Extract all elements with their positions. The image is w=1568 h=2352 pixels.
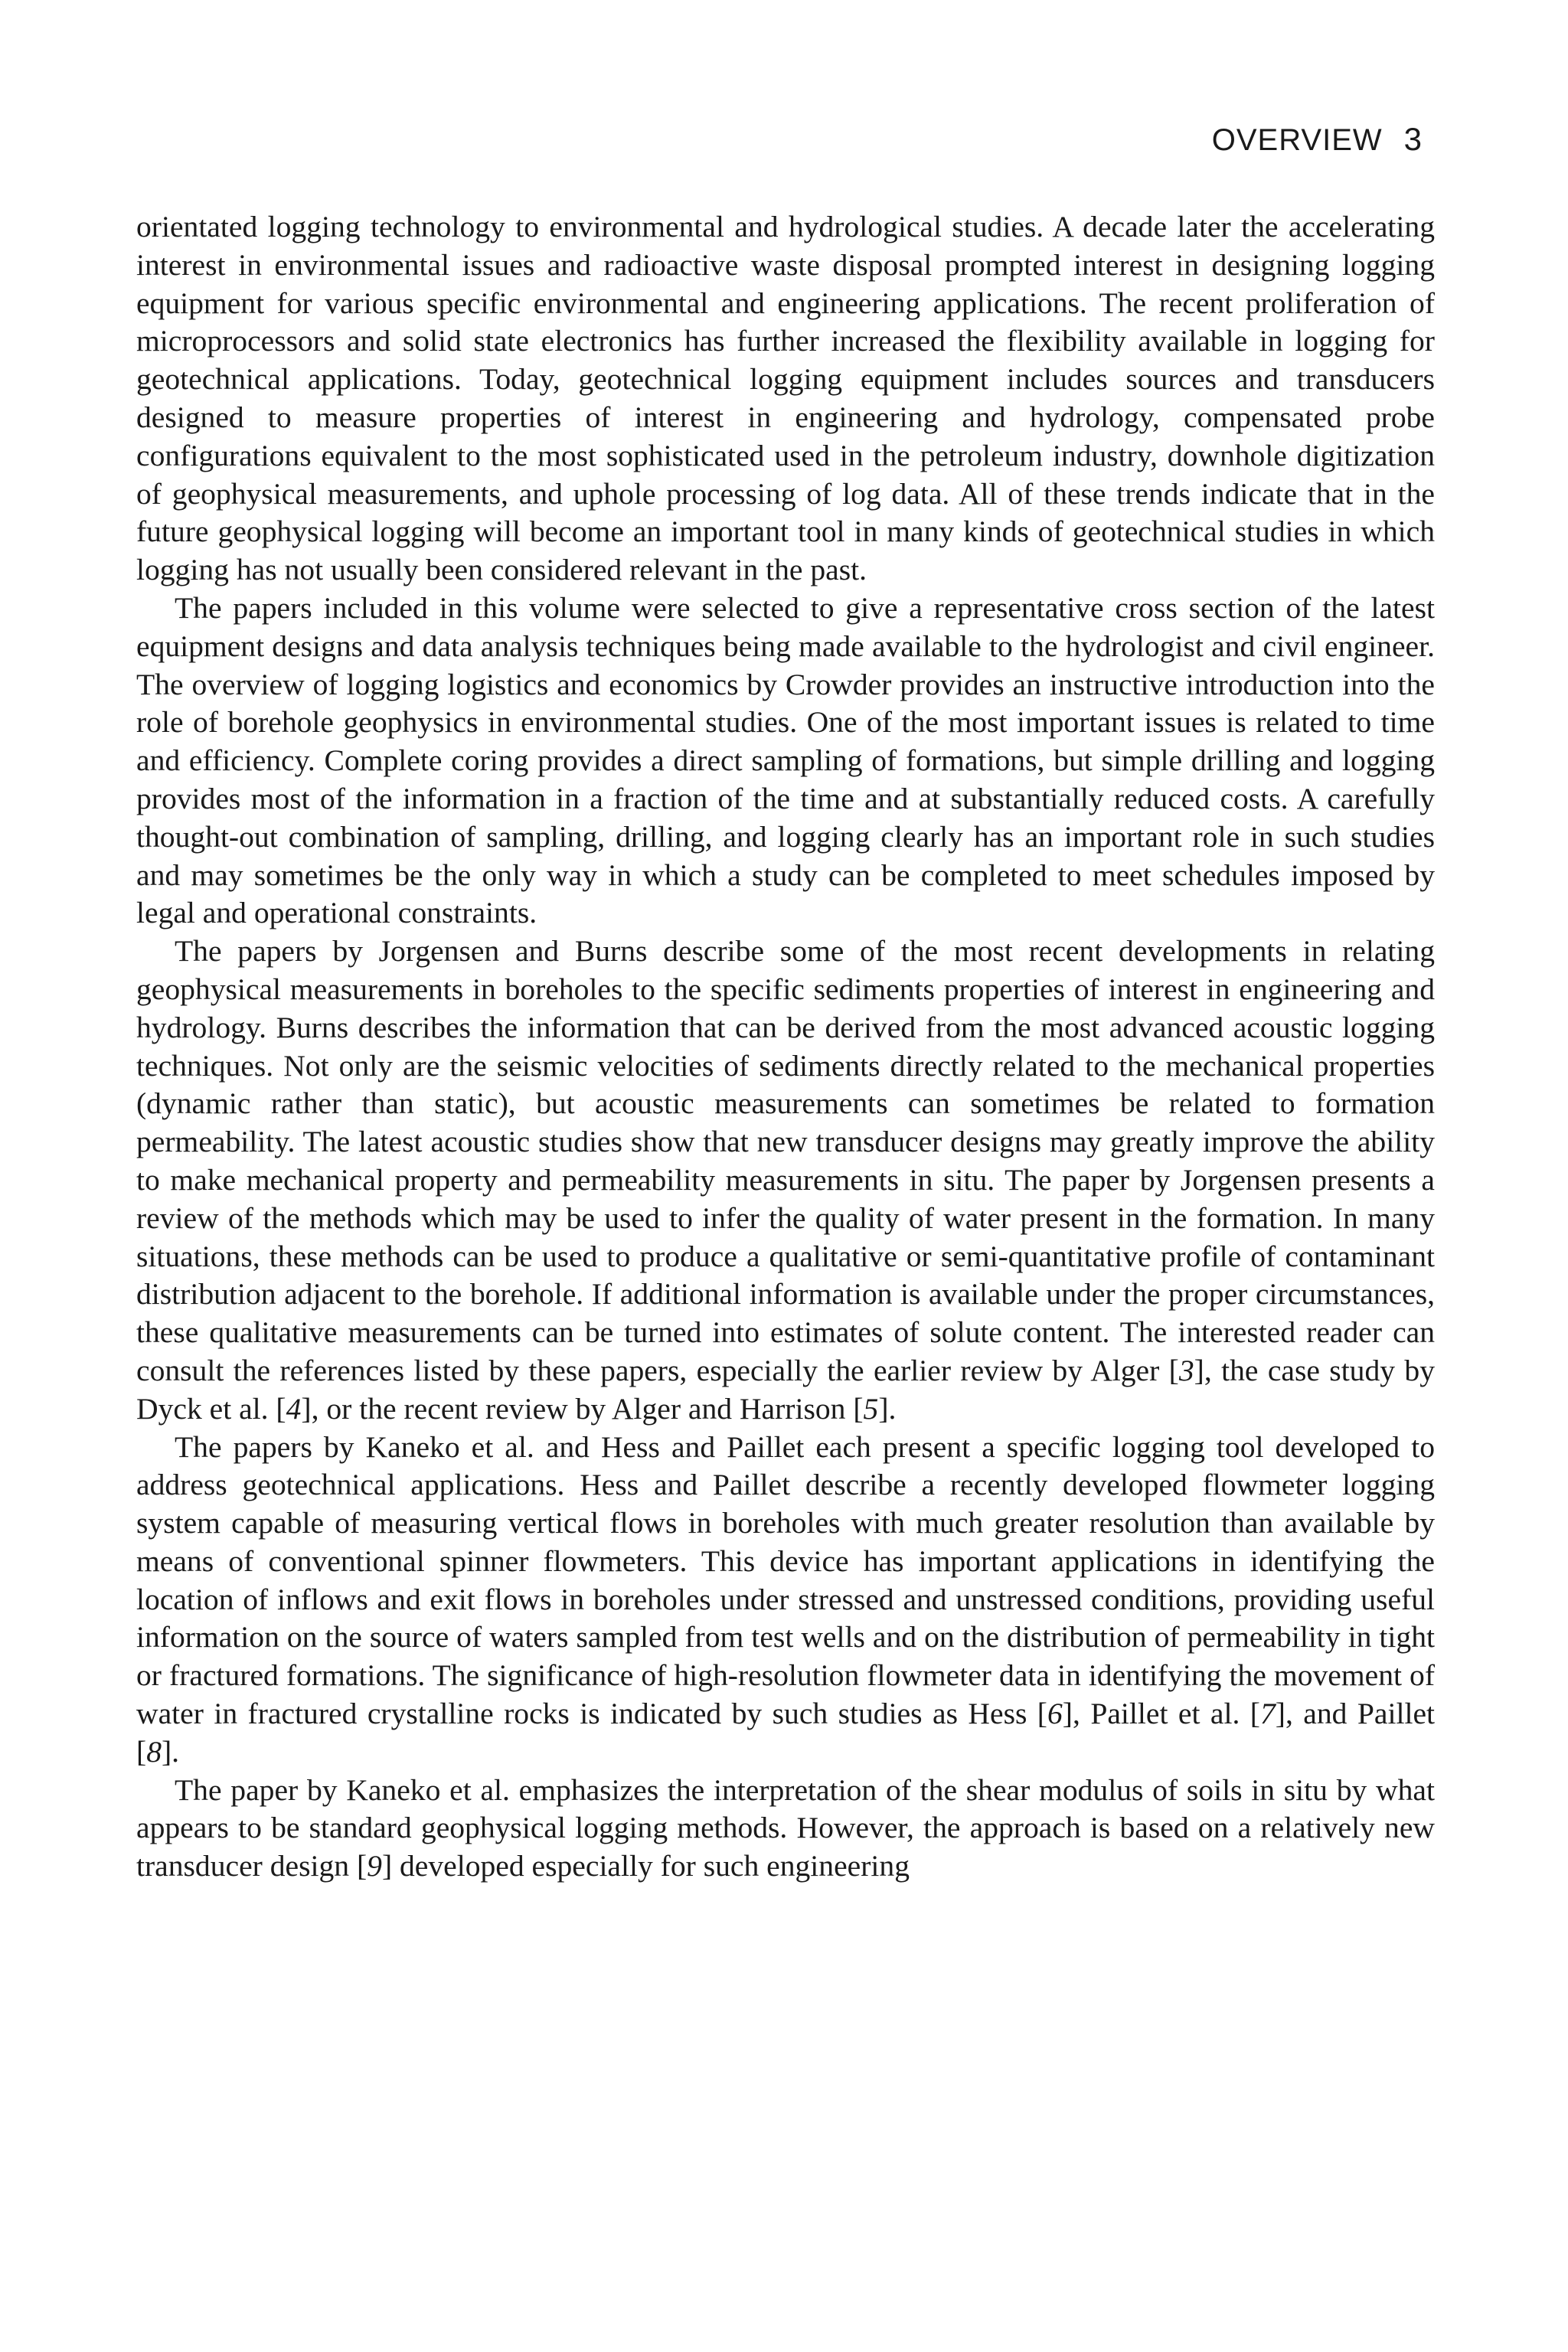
paragraph-5-text-b: ] developed especially for such engineering bbox=[381, 1849, 910, 1883]
citation-6: 6 bbox=[1047, 1697, 1063, 1731]
paragraph-3-text-b: ], the case study by Dyck et al. [ bbox=[136, 1353, 1435, 1426]
paragraph-3 bbox=[136, 933, 1435, 1428]
paragraph-4-text-d: ]. bbox=[161, 1734, 180, 1769]
section-title: OVERVIEW bbox=[1211, 123, 1383, 157]
paragraph-4-text-b: ], Paillet et al. [ bbox=[1062, 1697, 1260, 1731]
page-number: 3 bbox=[1403, 121, 1423, 157]
paragraph-5-text-a: The paper by Kaneko et al. emphasizes the interpretation of the shear modulus of soils in situ by what appears to be standard geophysical logging methods. However, the approach is based on a relatively new transducer design [ bbox=[136, 1772, 1435, 1883]
paragraph-4 bbox=[136, 1429, 1435, 1772]
body-text bbox=[136, 208, 1435, 1886]
citation-7: 7 bbox=[1259, 1697, 1276, 1731]
paragraph-5 bbox=[136, 1772, 1435, 1886]
citation-3: 3 bbox=[1178, 1353, 1194, 1387]
paragraph-4-text-a: The papers by Kaneko et al. and Hess and Paillet each present a specific logging tool developed to address geotechnical applications. Hess and Paillet describe a recently developed flowmeter logging system capable of measuring vertical flows in boreholes with much greater resolution than available by means of conventional spinner flowmeters. This device has important applications in identifying the location of inflows and exit flows in boreholes under stressed and unstressed conditions, providing useful information on the source of waters sampled from test wells and on the distribution of permeability in tight or fractured formations. The significance of high-resolution flowmeter data in identifying the movement of water in fractured crystalline rocks is indicated by such studies as Hess [ bbox=[136, 1429, 1435, 1731]
citation-5: 5 bbox=[863, 1391, 879, 1426]
citation-4: 4 bbox=[286, 1391, 302, 1426]
paragraph-4-text-c: ], and Paillet [ bbox=[136, 1697, 1436, 1769]
citation-9: 9 bbox=[367, 1849, 382, 1883]
paragraph-3-text-c: ], or the recent review by Alger and Harrison [ bbox=[301, 1391, 864, 1426]
running-head bbox=[1212, 121, 1423, 158]
paragraph-3-text-d: ]. bbox=[878, 1391, 897, 1426]
paragraph-3-text-a: The papers by Jorgensen and Burns describe some of the most recent developments in relating geophysical measurements in boreholes to the specific sediments properties of interest in engineering and hydrology. Burns describes the information that can be derived from the most advanced acoustic logging techniques. Not only are the seismic velocities of sediments directly related to the mechanical properties (dynamic rather than static), but acoustic measurements can sometimes be related to formation permeability. The latest acoustic studies show that new transducer designs may greatly improve the ability to make mechanical property and permeability measurements in situ. The paper by Jorgensen presents a review of the methods which may be used to infer the quality of water present in the formation. In many situations, these methods can be used to produce a qualitative or semi-quantitative profile of contaminant distribution adjacent to the borehole. If additional information is available under the proper circumstances, these qualitative measurements can be turned into estimates of solute content. The interested reader can consult the references listed by these papers, especially the earlier review by Alger [ bbox=[136, 934, 1435, 1387]
paragraph-1: orientated logging technology to environmental and hydrological studies. A decade later the accelerating interest in environmental issues and radioactive waste disposal prompted interest in designing logging equipment for various specific environmental and engineering applications. The recent proliferation of microprocessors and solid state electronics has further increased the flexibility available in logging for geotechnical applications. Today, geotechnical logging equipment includes sources and transducers designed to measure properties of interest in engineering and hydrology, compensated probe configurations equivalent to the most sophisticated used in the petroleum industry, downhole digitization of geophysical measurements, and uphole processing of log data. All of these trends indicate that in the future geophysical logging will become an important tool in many kinds of geotechnical studies in which logging has not usually been considered relevant in the past. bbox=[136, 210, 1435, 587]
citation-8: 8 bbox=[146, 1734, 162, 1769]
paragraph-2: The papers included in this volume were selected to give a representative cross section of the latest equipment designs and data analysis techniques being made available to the hydrologist and civil engineer. The overview of logging logistics and economics by Crowder provides an instructive introduction into the role of borehole geophysics in environmental studies. One of the most important issues is related to time and efficiency. Complete coring provides a direct sampling of formations, but simple drilling and logging provides most of the information in a fraction of the time and at substantially reduced costs. A carefully thought-out combination of sampling, drilling, and logging clearly has an important role in such studies and may sometimes be the only way in which a study can be completed to meet schedules imposed by legal and operational constraints. bbox=[136, 590, 1435, 930]
